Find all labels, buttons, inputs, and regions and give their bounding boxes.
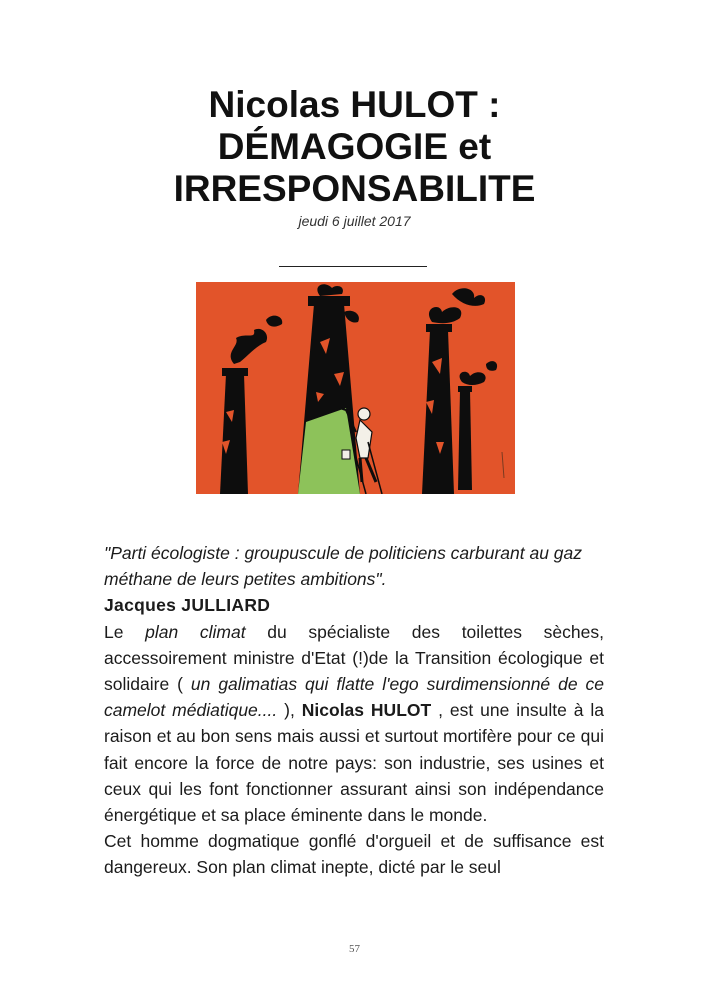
epigraph-quote: "Parti écologiste : groupuscule de politiciens carburant au gaz méthane de leurs petites ambitions". — [104, 543, 583, 590]
p1-text-c: , est une insulte à la raison et au bon sens mais aussi et surtout mortifère pour ce qui fait encore la force de notre pays: son industrie, ses usines et ceux qui les font fonctionner assurant ainsi son indépendance énergétique et sa place éminente dans le monde. — [104, 700, 604, 826]
publication-date: jeudi 6 juillet 2017 — [298, 213, 411, 229]
p1-name: Nicolas HULOT — [301, 700, 432, 721]
p1-italic-aside: un galimatias qui flatte l'ego surdimensionné de ce camelot médiatique.... — [104, 674, 604, 721]
p1-text-b: ), — [277, 700, 302, 721]
article-body — [104, 540, 604, 881]
p1-text-a: du spécialiste des toilettes sèches, accessoirement ministre d'Etat (!)de la Transition écologique et solidaire ( — [104, 621, 604, 695]
title-line-3: IRRESPONSABILITE — [173, 168, 536, 209]
page-number: 57 — [349, 943, 360, 955]
p1-le: Le — [104, 621, 146, 642]
factory-chimneys-illustration — [196, 282, 515, 494]
title-line-1: Nicolas HULOT : — [208, 84, 501, 125]
paragraph-1 — [104, 619, 604, 829]
separator-rule — [279, 266, 427, 267]
p1-plan-climat: plan climat — [145, 621, 246, 642]
title-line-2: DÉMAGOGIE et — [217, 126, 492, 167]
paragraph-2: Cet homme dogmatique gonflé d'orgueil et de suffisance est dangereux. Son plan climat inepte, dicté par le seul — [104, 831, 604, 878]
article-title — [0, 84, 709, 210]
quote-author: Jacques JULLIARD — [104, 595, 271, 616]
